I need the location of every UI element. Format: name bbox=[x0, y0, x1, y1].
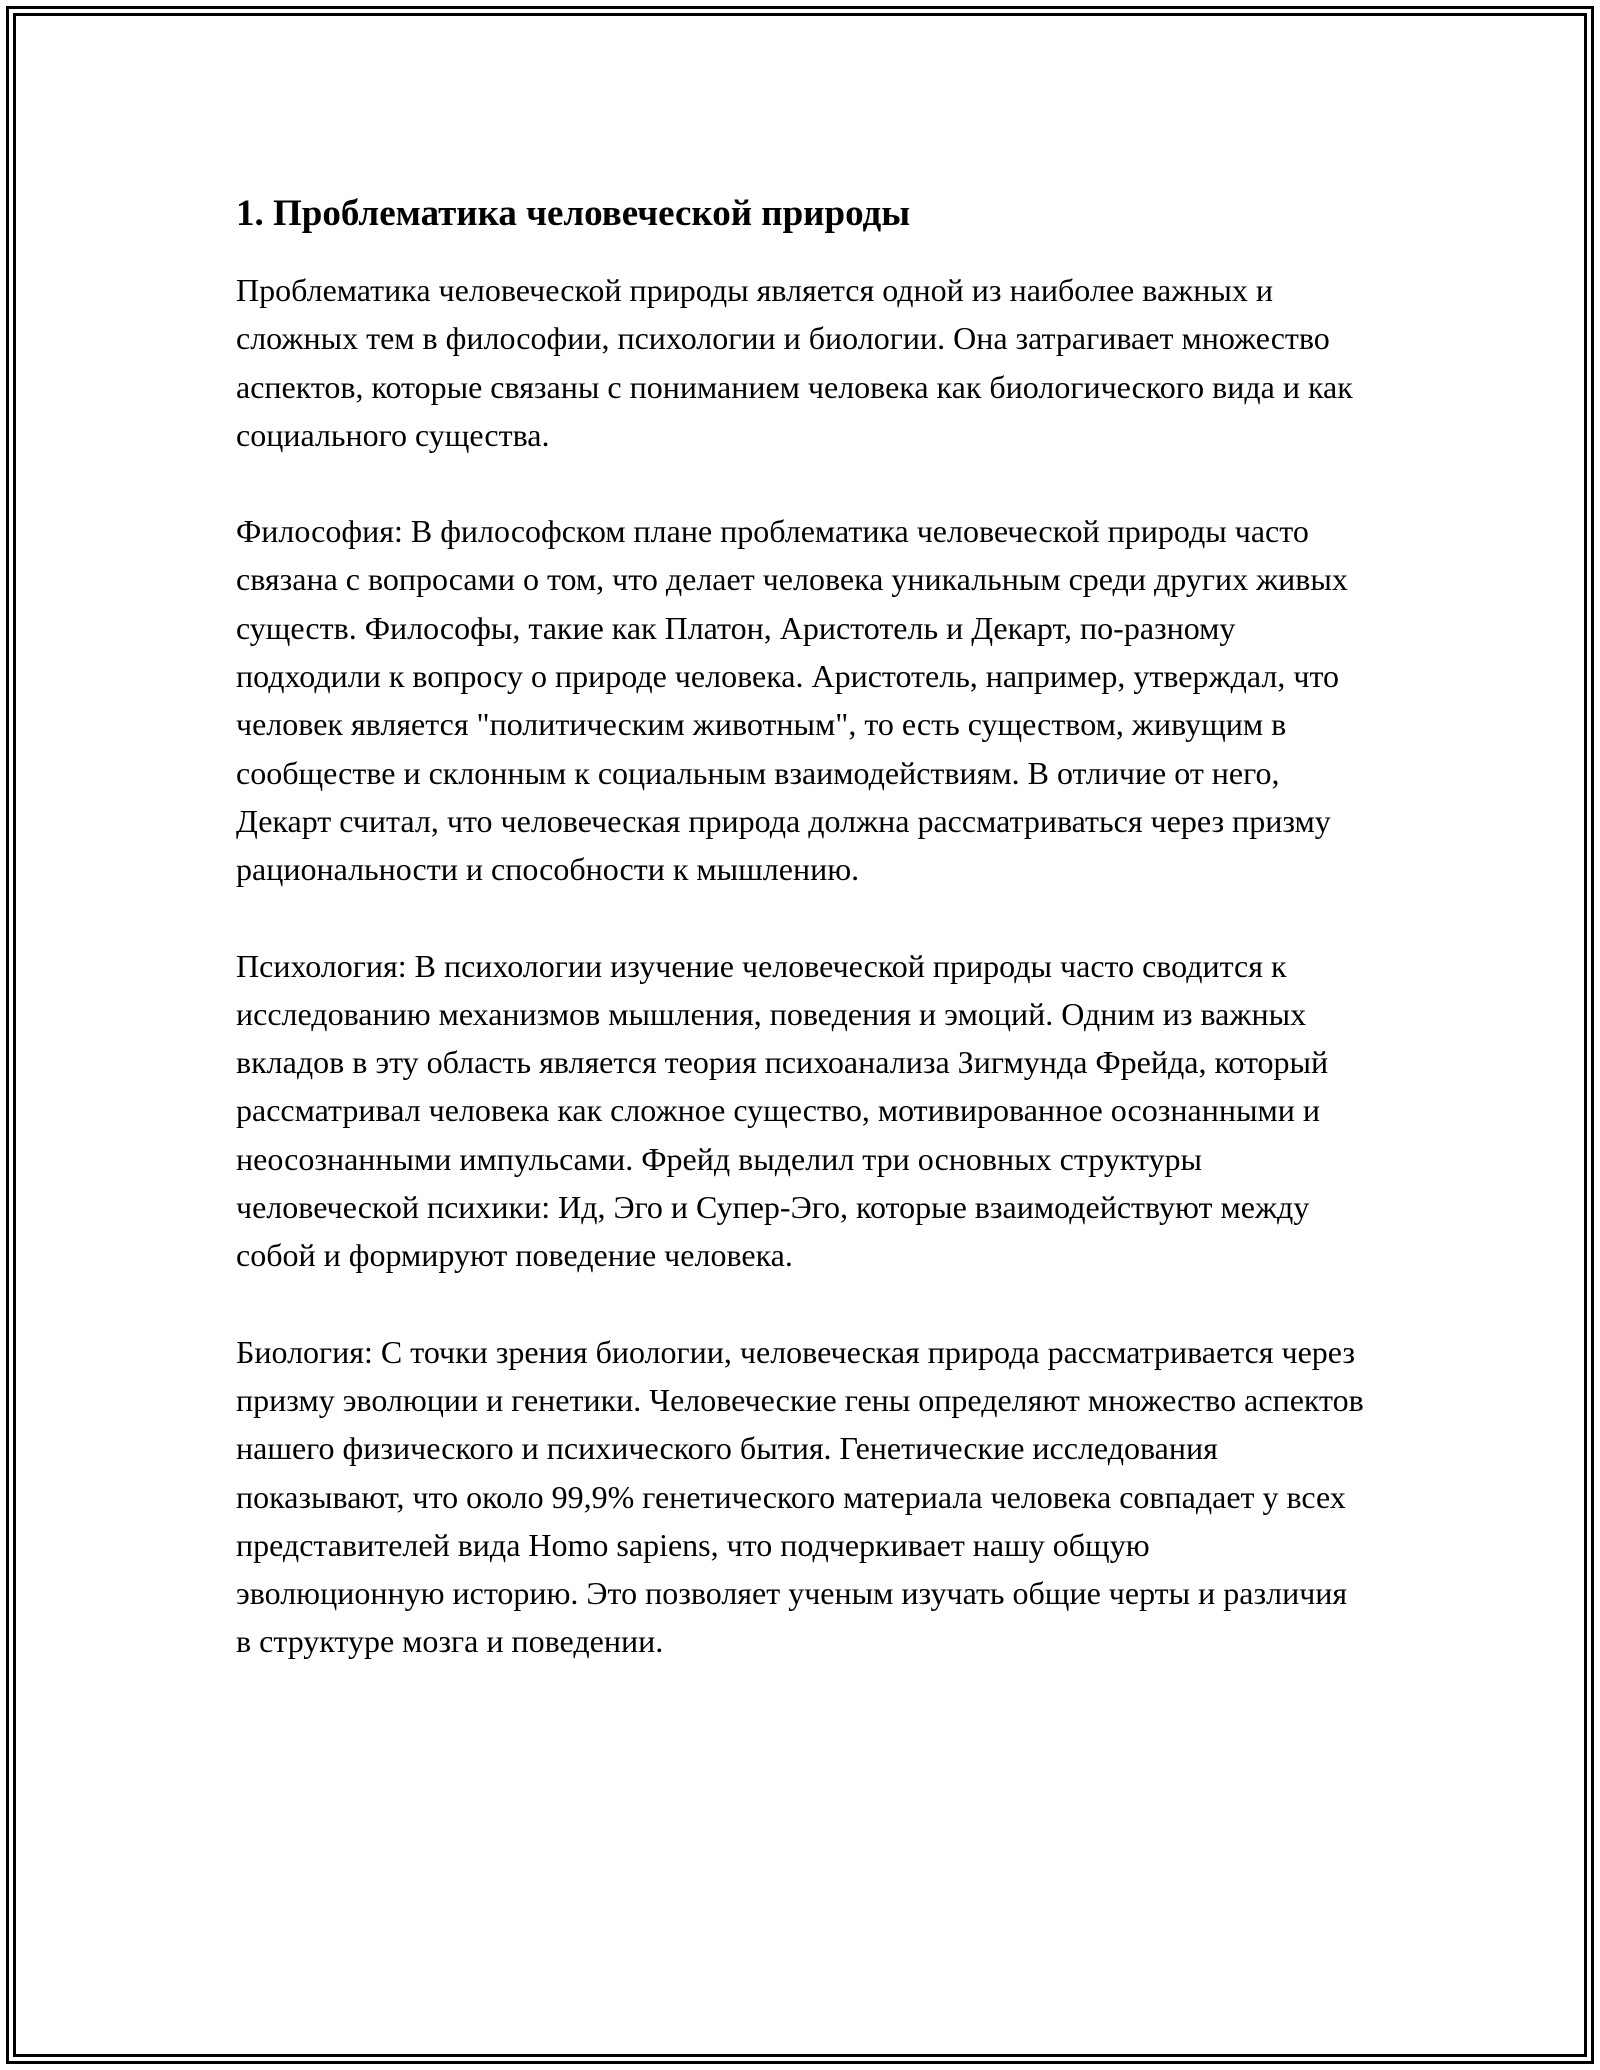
section-title: 1. Проблематика человеческой природы bbox=[236, 193, 911, 234]
paragraph-philosophy: Философия: В философском плане проблематика человеческой природы часто связана с вопросами о том, что делает человека уникальным среди других живых существ. Философы, такие как Платон, Аристотель и Декарт, по-разному подходили к вопросу о природе человека. Аристотель, например, утверждал, что человек является "политическим животным", то есть существом, живущим в сообществе и склонным к социальным взаимодействиям. В отличие от него, Декарт считал, что человеческая природа должна рассматриваться через призму рациональности и способности к мышлению. bbox=[236, 513, 1348, 888]
document-body bbox=[236, 190, 1366, 1714]
paragraph-psychology: Психология: В психологии изучение человеческой природы часто сводится к исследованию механизмов мышления, поведения и эмоций. Одним из важных вкладов в эту область является теория психоанализа Зигмунда Фрейда, который рассматривал человека как сложное существо, мотивированное осознанными и неосознанными импульсами. Фрейд выделил три основных структуры человеческой психики: Ид, Эго и Супер-Эго, которые взаимодействуют между собой и формируют поведение человека. bbox=[236, 947, 1329, 1274]
paragraph-intro: Проблематика человеческой природы является одной из наиболее важных и сложных тем в философии, психологии и биологии. Она затрагивает множество аспектов, которые связаны с пониманием человека как биологического вида и как социального существа. bbox=[236, 272, 1353, 453]
paragraph-biology: Биология: С точки зрения биологии, человеческая природа рассматривается через призму эволюции и генетики. Человеческие гены определяют множество аспектов нашего физического и психического бытия. Генетические исследования показывают, что около 99,9% генетического материала человека совпадает у всех представителей вида Homo sapiens, что подчеркивает нашу общую эволюционную историю. Это позволяет ученым изучать общие черты и различия в структуре мозга и поведении. bbox=[236, 1333, 1364, 1660]
